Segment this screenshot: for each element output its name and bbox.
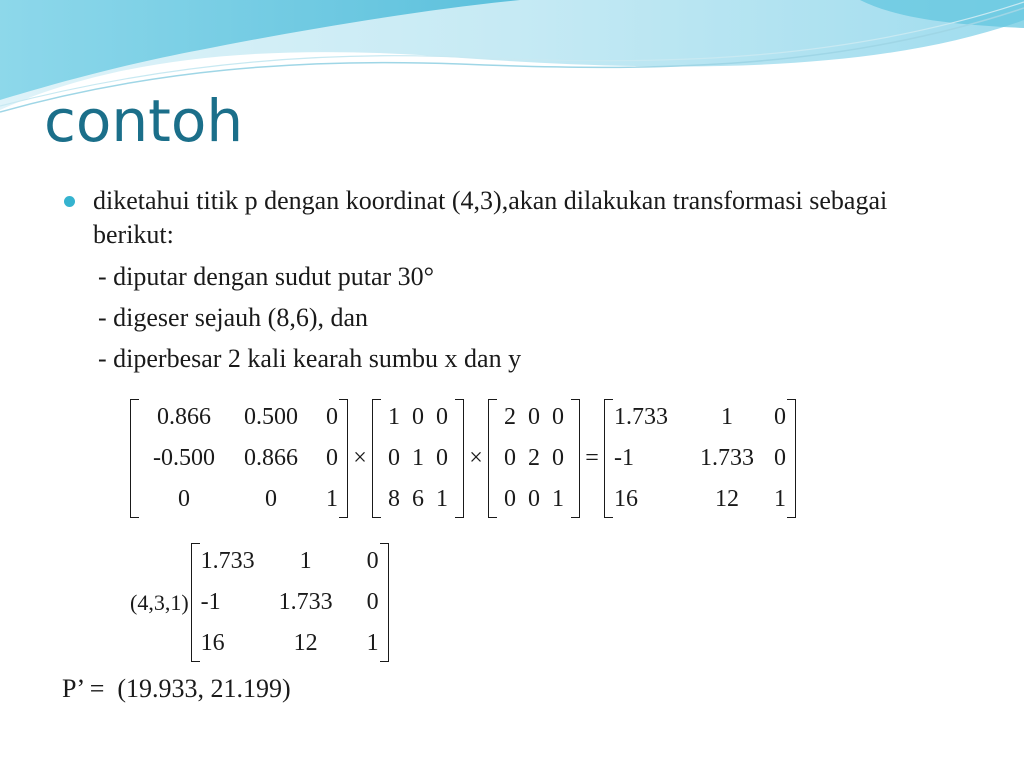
matrix-cell: 0: [528, 404, 540, 430]
point-vector: (4,3,1): [130, 589, 189, 615]
answer-text: P’ = (19.933, 21.199): [62, 674, 291, 703]
matrix-cell: 0: [326, 445, 338, 471]
matrix-cell: 0: [436, 404, 448, 430]
matrix-cell: 1: [299, 548, 312, 574]
matrix-cell: 1: [552, 486, 564, 512]
matrix-cell: 0.500: [244, 404, 298, 430]
matrix-cell: 0: [388, 445, 400, 471]
matrix-cell: -1: [200, 589, 221, 615]
composite-matrix: [191, 541, 389, 664]
matrix-cell: 1.733: [278, 589, 333, 615]
matrix-cell: 1: [412, 445, 424, 471]
matrix-cell: 0: [774, 445, 786, 471]
matrix-cell: 1: [326, 486, 338, 512]
matrix-cell: 1: [774, 486, 786, 512]
rotation-matrix: [130, 397, 348, 520]
matrix-cell: 0: [504, 486, 516, 512]
equals-operator: =: [585, 445, 599, 471]
bullet-icon: [64, 196, 75, 207]
matrix-cell: 6: [412, 486, 424, 512]
matrix-cell: 1.733: [700, 445, 754, 471]
matrix-cell: 0: [178, 486, 190, 512]
matrix-cell: 0: [774, 404, 786, 430]
times-operator: ×: [469, 445, 483, 471]
result-matrix: [604, 397, 796, 520]
matrix-cell: 0: [326, 404, 338, 430]
times-operator: ×: [353, 445, 367, 471]
matrix-cell: 16: [614, 486, 638, 512]
matrix-cell: 0: [265, 486, 277, 512]
step-rotate: - diputar dengan sudut putar 30°: [98, 262, 435, 291]
matrix-cell: 0: [366, 548, 379, 574]
step-translate: - digeser sejauh (8,6), dan: [98, 303, 369, 332]
matrix-cell: 16: [200, 630, 225, 656]
matrix-cell: 1: [721, 404, 733, 430]
matrix-cell: 1: [388, 404, 400, 430]
matrix-cell: 0: [366, 589, 379, 615]
point-transform-equation: [130, 541, 389, 664]
matrix-cell: 2: [504, 404, 516, 430]
matrix-cell: 1: [366, 630, 379, 656]
matrix-cell: 12: [293, 630, 318, 656]
matrix-cell: 0: [552, 445, 564, 471]
composite-transform-equation: [130, 397, 796, 520]
matrix-cell: 1.733: [614, 404, 668, 430]
matrix-cell: -1: [614, 445, 634, 471]
matrix-cell: 12: [715, 486, 739, 512]
matrix-cell: 0: [504, 445, 516, 471]
bullet-text: diketahui titik p dengan koordinat (4,3),akan dilakukan transformasi sebagai berikut:: [93, 186, 888, 249]
matrix-cell: 2: [528, 445, 540, 471]
matrix-cell: -0.500: [153, 445, 215, 471]
matrix-cell: 0: [412, 404, 424, 430]
scaling-matrix: [488, 397, 580, 520]
matrix-cell: 1.733: [200, 548, 255, 574]
matrix-cell: 8: [388, 486, 400, 512]
step-scale: - diperbesar 2 kali kearah sumbu x dan y: [98, 344, 522, 373]
matrix-cell: 0: [528, 486, 540, 512]
matrix-cell: 1: [436, 486, 448, 512]
slide-title: contoh: [44, 87, 244, 155]
matrix-cell: 0.866: [244, 445, 298, 471]
matrix-cell: 0: [436, 445, 448, 471]
matrix-cell: 0.866: [157, 404, 211, 430]
translation-matrix: [372, 397, 464, 520]
matrix-cell: 0: [552, 404, 564, 430]
